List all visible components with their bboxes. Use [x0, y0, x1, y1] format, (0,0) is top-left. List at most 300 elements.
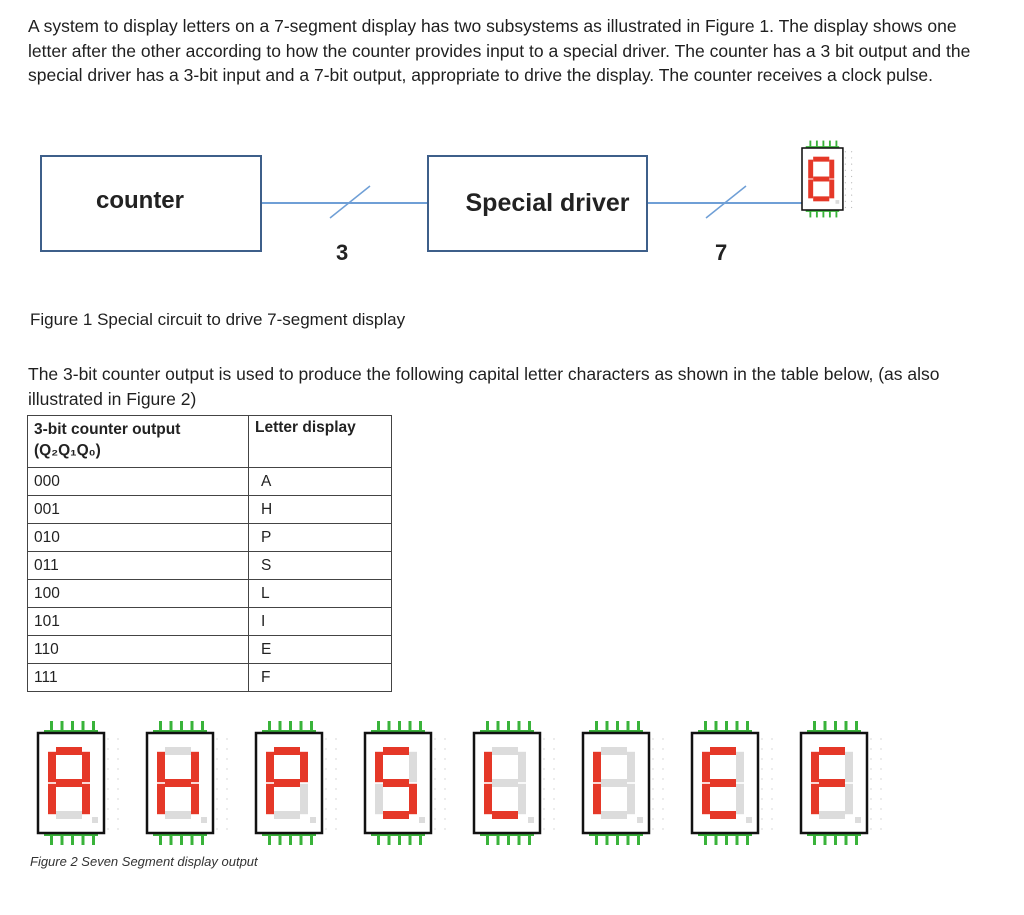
grid-dot	[845, 201, 846, 202]
grid-dot	[117, 818, 118, 819]
grid-dot	[543, 738, 544, 739]
seven-segment-display-P	[256, 721, 337, 845]
cell-code: 011	[28, 552, 249, 580]
grid-dot	[880, 798, 881, 799]
table-row	[28, 468, 392, 496]
figure1-caption: Figure 1 Special circuit to drive 7-segment display	[30, 310, 406, 329]
segment-f-on	[593, 752, 601, 782]
grid-dot	[845, 176, 846, 177]
cell-code: 010	[28, 524, 249, 552]
grid-dot	[226, 808, 227, 809]
grid-dot	[117, 808, 118, 809]
segment-dp	[201, 817, 207, 823]
grid-dot	[880, 788, 881, 789]
cell-code: 110	[28, 636, 249, 664]
grid-dot	[226, 768, 227, 769]
grid-dot	[335, 748, 336, 749]
cell-letter: L	[249, 580, 392, 608]
grid-dot	[434, 798, 435, 799]
segment-a-on	[274, 747, 300, 755]
grid-dot	[117, 738, 118, 739]
grid-dot	[870, 788, 871, 789]
grid-dot	[543, 788, 544, 789]
grid-dot	[216, 778, 217, 779]
grid-dot	[652, 748, 653, 749]
segment-f-on	[266, 752, 274, 782]
grid-dot	[771, 768, 772, 769]
grid-dot	[543, 748, 544, 749]
grid-dot	[117, 768, 118, 769]
seven-segment-display-L	[474, 721, 555, 845]
grid-dot	[845, 151, 846, 152]
segment-e-off	[375, 784, 383, 814]
segment-dp	[528, 817, 534, 823]
bus-width-7-label: 7	[715, 240, 728, 265]
segment-d-on	[710, 811, 736, 819]
segment-c-off	[627, 784, 635, 814]
table-header-row	[28, 416, 392, 468]
grid-dot	[335, 778, 336, 779]
grid-dot	[652, 818, 653, 819]
grid-dot	[880, 758, 881, 759]
bus-width-3-label: 3	[336, 240, 349, 265]
segment-dp	[92, 817, 98, 823]
grid-dot	[216, 768, 217, 769]
grid-dot	[543, 768, 544, 769]
segment-b-off	[627, 752, 635, 782]
grid-dot	[107, 798, 108, 799]
segment-g-off	[492, 779, 518, 787]
segment-g-on	[56, 779, 82, 787]
table-row	[28, 664, 392, 692]
grid-dot	[845, 207, 846, 208]
grid-dot	[761, 798, 762, 799]
grid-dot	[444, 828, 445, 829]
table-row	[28, 552, 392, 580]
grid-dot	[325, 738, 326, 739]
header-counter-output-line2: (Q₂Q₁Q₀)	[34, 442, 101, 459]
grid-dot	[761, 788, 762, 789]
grid-dot	[216, 758, 217, 759]
grid-dot	[325, 808, 326, 809]
grid-dot	[652, 758, 653, 759]
segment-b-on	[300, 752, 308, 782]
grid-dot	[434, 748, 435, 749]
grid-dot	[845, 182, 846, 183]
segment-c-on	[191, 784, 199, 814]
cell-letter: E	[249, 636, 392, 664]
segment-d-on	[813, 196, 829, 201]
segment-g-on	[274, 779, 300, 787]
grid-dot	[444, 748, 445, 749]
grid-dot	[335, 738, 336, 739]
grid-dot	[652, 798, 653, 799]
grid-dot	[216, 788, 217, 789]
grid-dot	[553, 768, 554, 769]
segment-a-off	[165, 747, 191, 755]
grid-dot	[325, 768, 326, 769]
grid-dot	[216, 828, 217, 829]
grid-dot	[845, 195, 846, 196]
grid-dot	[117, 758, 118, 759]
grid-dot	[107, 748, 108, 749]
segment-b-off	[409, 752, 417, 782]
seven-segment-display-I	[583, 721, 664, 845]
grid-dot	[543, 778, 544, 779]
figure2-caption: Figure 2 Seven Segment display output	[30, 854, 258, 869]
grid-dot	[851, 201, 852, 202]
segment-e-on	[48, 784, 56, 814]
grid-dot	[662, 748, 663, 749]
grid-dot	[543, 828, 544, 829]
segment-f-on	[375, 752, 383, 782]
grid-dot	[434, 778, 435, 779]
segment-d-off	[819, 811, 845, 819]
table-row	[28, 524, 392, 552]
grid-dot	[216, 748, 217, 749]
grid-dot	[845, 170, 846, 171]
segment-dp	[310, 817, 316, 823]
table-row	[28, 580, 392, 608]
segment-dp	[835, 200, 839, 204]
grid-dot	[216, 808, 217, 809]
segment-d-off	[601, 811, 627, 819]
segment-d-off	[274, 811, 300, 819]
grid-dot	[107, 808, 108, 809]
grid-dot	[444, 768, 445, 769]
grid-dot	[662, 828, 663, 829]
grid-dot	[662, 758, 663, 759]
grid-dot	[870, 818, 871, 819]
grid-dot	[335, 818, 336, 819]
grid-dot	[444, 798, 445, 799]
grid-dot	[325, 788, 326, 789]
grid-dot	[771, 808, 772, 809]
cell-letter: F	[249, 664, 392, 692]
grid-dot	[880, 818, 881, 819]
grid-dot	[761, 818, 762, 819]
grid-dot	[553, 738, 554, 739]
segment-b-off	[845, 752, 853, 782]
grid-dot	[771, 818, 772, 819]
grid-dot	[434, 818, 435, 819]
grid-dot	[652, 828, 653, 829]
grid-dot	[553, 778, 554, 779]
segment-g-on	[165, 779, 191, 787]
cell-code: 100	[28, 580, 249, 608]
cell-letter: I	[249, 608, 392, 636]
grid-dot	[662, 788, 663, 789]
grid-dot	[117, 798, 118, 799]
seven-segment-display-F	[801, 721, 882, 845]
counter-label: counter	[95, 187, 184, 214]
grid-dot	[434, 738, 435, 739]
cell-code: 111	[28, 664, 249, 692]
segment-dp	[637, 817, 643, 823]
grid-dot	[553, 818, 554, 819]
grid-dot	[870, 768, 871, 769]
grid-dot	[845, 188, 846, 189]
grid-dot	[553, 828, 554, 829]
grid-dot	[761, 778, 762, 779]
table-row	[28, 496, 392, 524]
grid-dot	[771, 798, 772, 799]
segment-f-on	[702, 752, 710, 782]
segment-dp	[746, 817, 752, 823]
grid-dot	[434, 758, 435, 759]
grid-dot	[226, 798, 227, 799]
header-counter-output	[28, 416, 249, 468]
segment-a-on	[383, 747, 409, 755]
grid-dot	[216, 818, 217, 819]
seven-segment-display-S	[365, 721, 446, 845]
grid-dot	[226, 738, 227, 739]
seven-segment-display-H	[147, 721, 228, 845]
grid-dot	[851, 157, 852, 158]
grid-dot	[662, 808, 663, 809]
grid-dot	[880, 828, 881, 829]
grid-dot	[652, 778, 653, 779]
segment-d-off	[165, 811, 191, 819]
grid-dot	[325, 778, 326, 779]
grid-dot	[771, 748, 772, 749]
segment-c-off	[736, 784, 744, 814]
segment-e-on	[702, 784, 710, 814]
grid-dot	[107, 768, 108, 769]
cell-letter: H	[249, 496, 392, 524]
grid-dot	[335, 798, 336, 799]
segment-b-on	[82, 752, 90, 782]
grid-dot	[553, 758, 554, 759]
segment-e-on	[266, 784, 274, 814]
grid-dot	[880, 778, 881, 779]
cell-letter: A	[249, 468, 392, 496]
segment-c-off	[300, 784, 308, 814]
segment-c-off	[845, 784, 853, 814]
grid-dot	[325, 818, 326, 819]
intro-paragraph: A system to display letters on a 7-segment display has two subsystems as illustrated in Figure 1. The display shows one letter after the other according to how the counter provides input to a special driver. The counter has a 3 bit output and the special driver has a 3-bit input and a 7-bit output, appropriate to drive the display. The counter receives a clock pulse.	[28, 16, 971, 85]
grid-dot	[870, 748, 871, 749]
grid-dot	[444, 788, 445, 789]
segment-a-on	[819, 747, 845, 755]
grid-dot	[761, 748, 762, 749]
grid-dot	[107, 758, 108, 759]
grid-dot	[652, 808, 653, 809]
counter-block	[40, 155, 262, 252]
grid-dot	[226, 818, 227, 819]
grid-dot	[870, 758, 871, 759]
cell-code: 000	[28, 468, 249, 496]
grid-dot	[543, 758, 544, 759]
grid-dot	[771, 758, 772, 759]
segment-g-on	[383, 779, 409, 787]
grid-dot	[662, 778, 663, 779]
segment-dp	[855, 817, 861, 823]
grid-dot	[107, 778, 108, 779]
grid-dot	[761, 808, 762, 809]
grid-dot	[662, 738, 663, 739]
segment-a-on	[813, 157, 829, 162]
grid-dot	[335, 808, 336, 809]
grid-dot	[335, 828, 336, 829]
segment-c-on	[82, 784, 90, 814]
segment-b-off	[736, 752, 744, 782]
cell-code: 001	[28, 496, 249, 524]
grid-dot	[845, 157, 846, 158]
grid-dot	[771, 778, 772, 779]
segment-b-on	[191, 752, 199, 782]
seven-segment-display-E	[692, 721, 773, 845]
segment-f-on	[808, 160, 813, 179]
truth-table	[27, 415, 392, 692]
grid-dot	[870, 778, 871, 779]
table-intro-paragraph: The 3-bit counter output is used to produce the following capital letter characters as shown in the table below, (as also illustrated in Figure 2)	[28, 364, 940, 409]
segment-g-off	[601, 779, 627, 787]
segment-a-off	[601, 747, 627, 755]
segment-e-on	[484, 784, 492, 814]
segment-dp	[419, 817, 425, 823]
segment-e-on	[593, 784, 601, 814]
grid-dot	[543, 818, 544, 819]
grid-dot	[845, 164, 846, 165]
grid-dot	[335, 788, 336, 789]
grid-dot	[851, 195, 852, 196]
segment-c-on	[409, 784, 417, 814]
segment-f-on	[484, 752, 492, 782]
grid-dot	[851, 176, 852, 177]
grid-dot	[761, 738, 762, 739]
grid-dot	[434, 788, 435, 789]
grid-dot	[880, 808, 881, 809]
segment-a-on	[710, 747, 736, 755]
cell-letter: P	[249, 524, 392, 552]
grid-dot	[444, 808, 445, 809]
grid-dot	[870, 828, 871, 829]
special-driver-block	[427, 155, 648, 252]
grid-dot	[444, 758, 445, 759]
grid-dot	[761, 768, 762, 769]
grid-dot	[880, 748, 881, 749]
grid-dot	[117, 778, 118, 779]
grid-dot	[851, 170, 852, 171]
grid-dot	[335, 758, 336, 759]
grid-dot	[216, 798, 217, 799]
segment-c-on	[829, 179, 834, 198]
grid-dot	[117, 748, 118, 749]
segment-g-on	[813, 177, 829, 182]
grid-dot	[117, 828, 118, 829]
figure2-displays	[0, 700, 1024, 860]
table-row	[28, 636, 392, 664]
header-counter-output-line1: 3-bit counter output	[34, 421, 181, 438]
table-row	[28, 608, 392, 636]
grid-dot	[325, 748, 326, 749]
grid-dot	[652, 768, 653, 769]
grid-dot	[226, 828, 227, 829]
grid-dot	[880, 738, 881, 739]
grid-dot	[226, 748, 227, 749]
segment-e-on	[157, 784, 165, 814]
grid-dot	[107, 788, 108, 789]
grid-dot	[771, 788, 772, 789]
segment-g-on	[819, 779, 845, 787]
grid-dot	[771, 738, 772, 739]
grid-dot	[851, 207, 852, 208]
grid-dot	[444, 738, 445, 739]
segment-b-on	[829, 160, 834, 179]
header-letter-display: Letter display	[249, 416, 392, 468]
segment-f-on	[811, 752, 819, 782]
grid-dot	[870, 798, 871, 799]
segment-g-on	[710, 779, 736, 787]
grid-dot	[870, 808, 871, 809]
grid-dot	[107, 828, 108, 829]
grid-dot	[325, 798, 326, 799]
segment-e-on	[808, 179, 813, 198]
seven-segment-display-icon	[802, 141, 852, 218]
segment-f-on	[157, 752, 165, 782]
grid-dot	[761, 758, 762, 759]
cell-code: 101	[28, 608, 249, 636]
grid-dot	[851, 164, 852, 165]
grid-dot	[444, 818, 445, 819]
grid-dot	[107, 738, 108, 739]
grid-dot	[662, 818, 663, 819]
grid-dot	[652, 738, 653, 739]
grid-dot	[851, 151, 852, 152]
grid-dot	[652, 788, 653, 789]
grid-dot	[226, 788, 227, 789]
grid-dot	[851, 188, 852, 189]
grid-dot	[662, 768, 663, 769]
segment-c-off	[518, 784, 526, 814]
grid-dot	[880, 768, 881, 769]
grid-dot	[553, 798, 554, 799]
cell-letter: S	[249, 552, 392, 580]
seven-segment-display-A	[38, 721, 119, 845]
grid-dot	[761, 828, 762, 829]
segment-d-on	[383, 811, 409, 819]
grid-dot	[107, 818, 108, 819]
grid-dot	[553, 748, 554, 749]
grid-dot	[543, 798, 544, 799]
grid-dot	[870, 738, 871, 739]
grid-dot	[771, 828, 772, 829]
grid-dot	[662, 798, 663, 799]
grid-dot	[553, 788, 554, 789]
grid-dot	[226, 758, 227, 759]
segment-b-off	[518, 752, 526, 782]
grid-dot	[553, 808, 554, 809]
grid-dot	[117, 788, 118, 789]
segment-e-on	[811, 784, 819, 814]
special-driver-label: Special driver	[465, 189, 630, 217]
grid-dot	[444, 778, 445, 779]
segment-a-off	[492, 747, 518, 755]
grid-dot	[434, 828, 435, 829]
grid-dot	[851, 182, 852, 183]
segment-a-on	[56, 747, 82, 755]
segment-d-off	[56, 811, 82, 819]
grid-dot	[325, 828, 326, 829]
segment-f-on	[48, 752, 56, 782]
grid-dot	[216, 738, 217, 739]
grid-dot	[434, 768, 435, 769]
grid-dot	[434, 808, 435, 809]
segment-d-on	[492, 811, 518, 819]
grid-dot	[226, 778, 227, 779]
grid-dot	[543, 808, 544, 809]
